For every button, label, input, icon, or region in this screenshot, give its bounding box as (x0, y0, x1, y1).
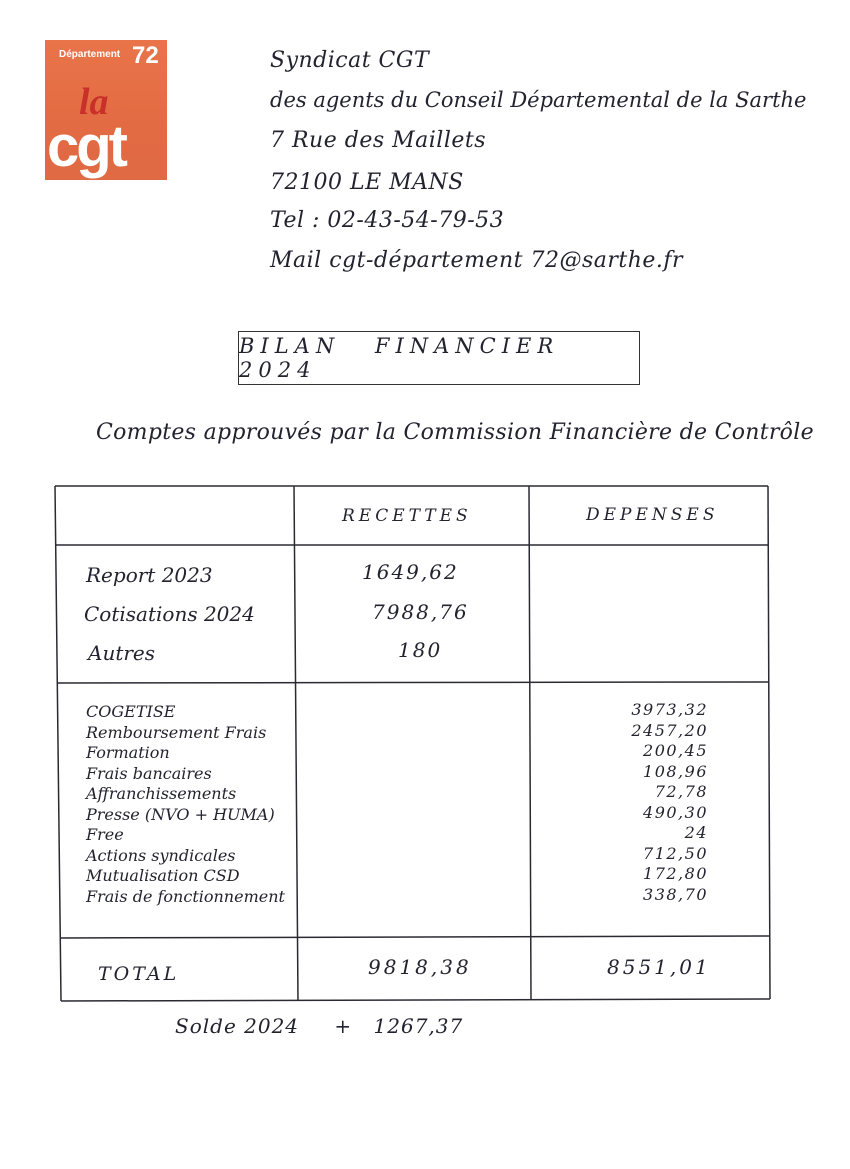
approval-statement: Comptes approuvés par la Commission Financière de Contrôle (96, 420, 814, 445)
expense-value: 2457,20 (631, 720, 708, 740)
expense-value: 72,78 (654, 782, 708, 801)
address-street: 7 Rue des Maillets (270, 128, 487, 153)
expense-label: Remboursement Frais (86, 722, 267, 742)
balance-value: 1267,37 (373, 1014, 464, 1038)
total-depenses: 8551,01 (607, 955, 711, 979)
grid-line-col2 (529, 486, 531, 1000)
expense-value: 172,80 (643, 864, 708, 883)
grid-line-left (55, 486, 61, 1001)
expense-label: Affranchissements (86, 784, 237, 803)
balance-label: Solde 2024 (175, 1014, 300, 1038)
email-address: Mail cgt-département 72@sarthe.fr (270, 248, 684, 273)
balance-line (175, 1014, 463, 1038)
cgt-logo (45, 40, 167, 180)
expense-values (631, 700, 708, 905)
phone-number: Tel : 02-43-54-79-53 (270, 208, 505, 233)
expense-value: 338,70 (643, 884, 708, 904)
grid-line-revenue-bottom (57, 682, 768, 683)
revenue-label: Report 2023 (86, 563, 213, 587)
revenue-value: 1649,62 (362, 560, 459, 584)
grid-line-expense-bottom (60, 936, 769, 938)
total-label: TOTAL (98, 963, 180, 985)
expense-value: 200,45 (643, 741, 708, 760)
logo-department-text: Département (59, 49, 121, 60)
expense-value: 490,30 (643, 802, 708, 822)
column-header-depenses: DEPENSES (586, 505, 719, 525)
expense-label: Frais bancaires (86, 763, 212, 783)
address-city: 72100 LE MANS (270, 170, 464, 195)
revenue-label: Cotisations 2024 (84, 602, 255, 626)
expense-label: Actions syndicales (86, 845, 236, 865)
logo-la: la (79, 81, 109, 123)
grid-line-right (768, 486, 770, 999)
column-header-recettes: RECETTES (342, 506, 472, 526)
logo-cgt: cgt (47, 114, 125, 179)
expense-label: Frais de fonctionnement (86, 886, 285, 906)
expense-label: Presse (NVO + HUMA) (86, 804, 275, 824)
document-title: BILAN FINANCIER 2024 (238, 331, 640, 385)
revenue-value: 7988,76 (372, 600, 469, 624)
expense-label: Free (86, 825, 124, 844)
expense-value: 108,96 (643, 761, 708, 781)
revenue-value: 180 (398, 638, 443, 662)
grid-line-col1 (294, 486, 298, 1001)
union-name: Syndicat CGT (270, 48, 430, 73)
revenue-label: Autres (88, 641, 156, 665)
expense-value: 24 (684, 823, 708, 842)
expense-label: Mutualisation CSD (86, 866, 240, 885)
union-subtitle: des agents du Conseil Départemental de la Sarthe (270, 88, 807, 112)
expense-value: 712,50 (643, 843, 708, 863)
expense-value: 3973,32 (631, 700, 708, 719)
balance-sign: + (334, 1014, 353, 1038)
grid-line-bottom (61, 999, 770, 1001)
expense-label: COGETISE (86, 702, 176, 721)
expense-labels (86, 702, 285, 907)
expense-label: Formation (86, 743, 170, 762)
total-recettes: 9818,38 (368, 955, 472, 979)
logo-number: 72 (132, 42, 159, 69)
